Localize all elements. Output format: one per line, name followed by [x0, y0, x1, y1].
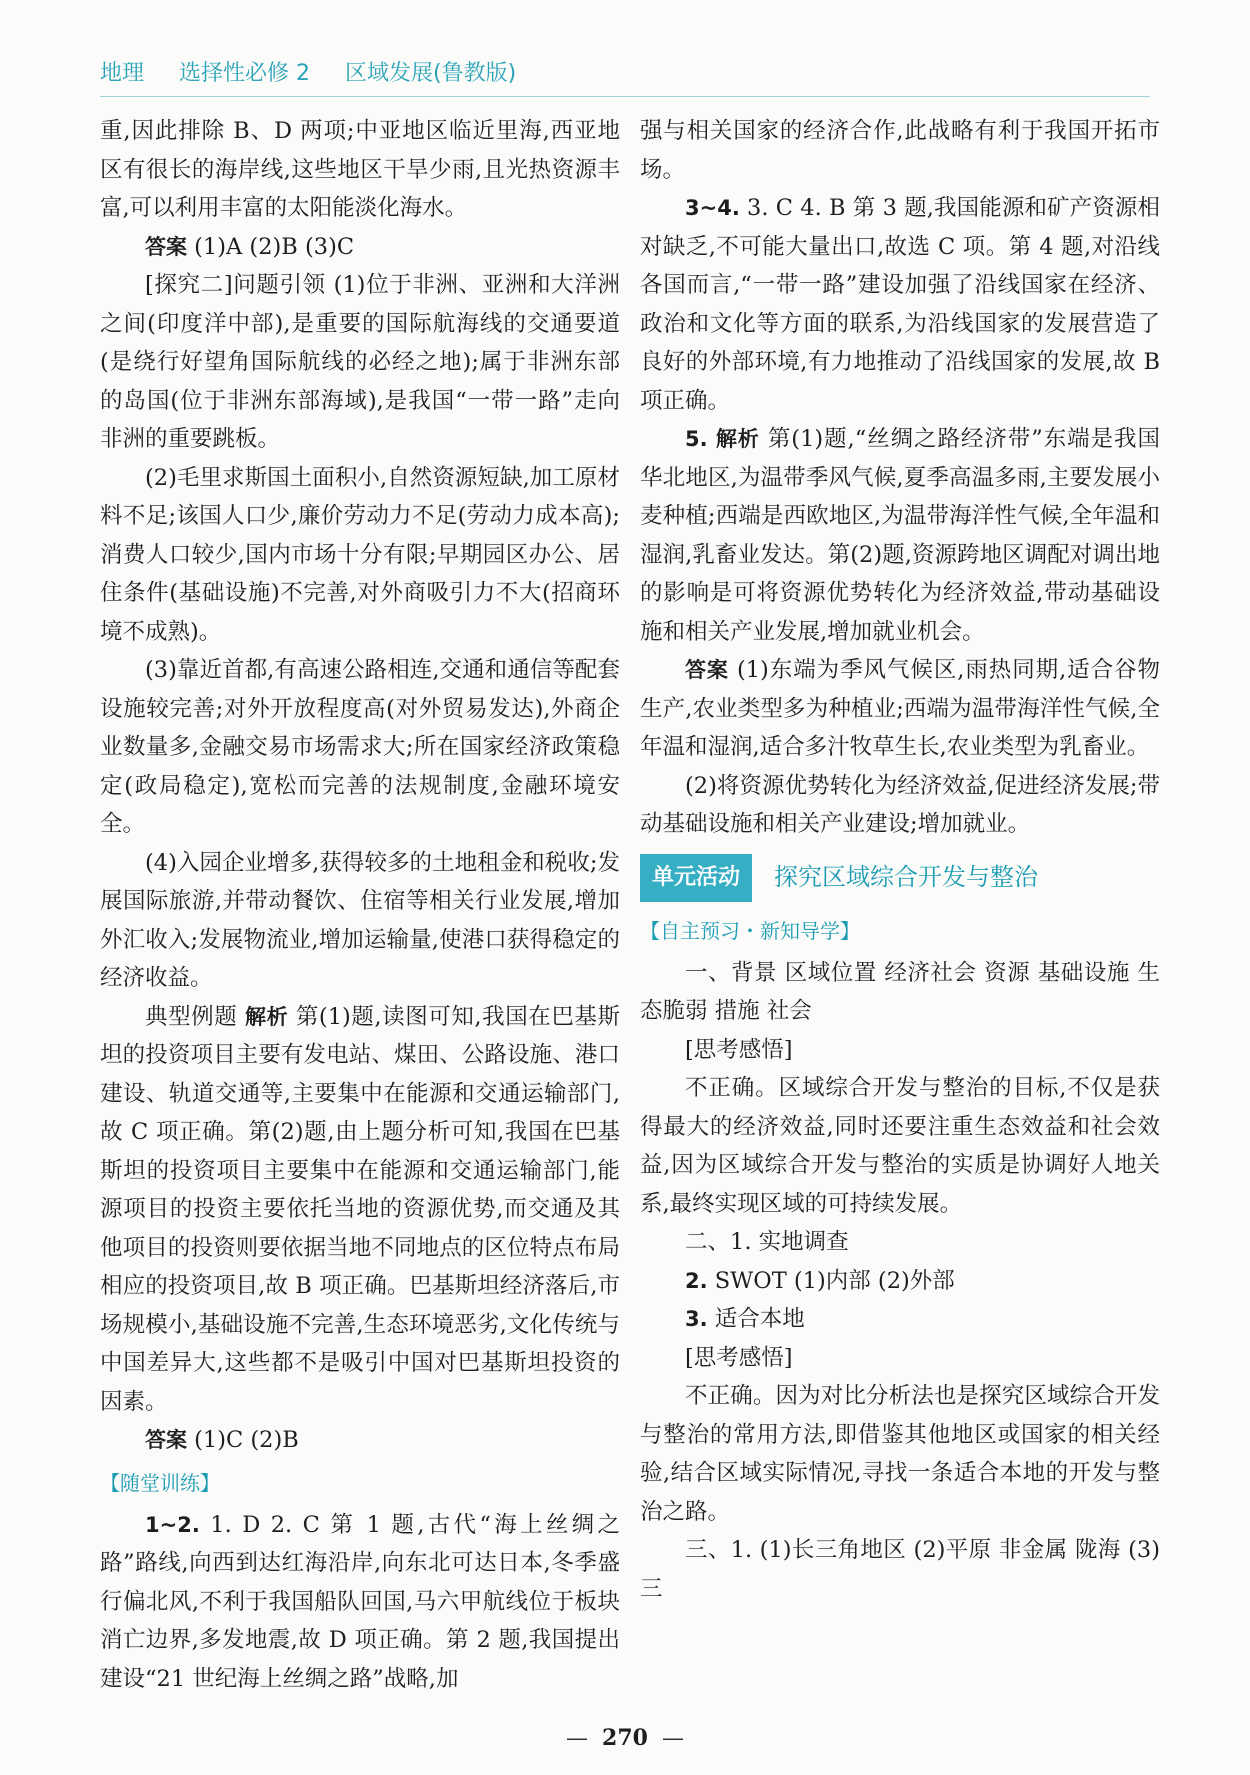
paragraph-text: [探究二]问题引领 (1)位于非洲、亚洲和大洋洲之间(印度洋中部),是重要的国际航海线的交通要道(是绕行好望角国际航线的必经之地);属于非洲东部的岛国(位于非洲东部海域),是我国“一带一路”走向非洲的重要跳板。: [100, 272, 620, 452]
paragraph-text: 典型例题: [145, 1003, 245, 1030]
paragraph-text: 一、背景 区域位置 经济社会 资源 基础设施 生态脆弱 措施 社会: [640, 959, 1160, 1024]
unit-activity-banner: [640, 850, 1160, 906]
paragraph-text: SWOT (1)内部 (2)外部: [707, 1267, 955, 1294]
paragraph: [640, 767, 1160, 844]
paragraph: [100, 112, 620, 228]
paragraph: [640, 189, 1160, 420]
paragraph-text: (1)A (2)B (3)C: [187, 233, 355, 260]
paragraph-text: (1)C (2)B: [187, 1427, 299, 1453]
running-header: [100, 56, 1150, 96]
paragraph-text: (4)入园企业增多,获得较多的土地租金和税收;发展国际旅游,并带动餐饮、住宿等相关行业发展,增加外汇收入;发展物流业,增加运输量,使港口获得稳定的经济收益。: [100, 849, 620, 991]
section-tag: 【自主预习・新知导学】: [640, 918, 860, 943]
paragraph: [640, 651, 1160, 767]
paragraph-text: 适合本地: [707, 1306, 805, 1332]
bold-label: 解析: [245, 1004, 289, 1029]
header-subject: 地理: [100, 61, 145, 86]
paragraph: [100, 1421, 620, 1460]
banner-title: 探究区域综合开发与整治: [774, 863, 1039, 892]
paragraph-text: (2)将资源优势转化为经济效益,促进经济发展;带动基础设施和相关产业建设;增加就业。: [640, 772, 1160, 837]
page-number: 270: [602, 1725, 648, 1751]
paragraph-text: 强与相关国家的经济合作,此战略有利于我国开拓市场。: [640, 118, 1160, 183]
paragraph-text: 第(1)题,读图可知,我国在巴基斯坦的投资项目主要有发电站、煤田、公路设施、港口建设、轨道交通等,主要集中在能源和交通运输部门,故 C 项正确。第(2)题,由上题分析可知,我国在巴基斯坦的投资项目主要集中在能源和交通运输部门,能源项目的投资主要依托当地的资源优势,而交通及其他项目的投资则要依据当地不同地点的区位特点布局相应的投资项目,故 B 项正确。巴基斯坦经济落后,市场规模小,基础设施不完善,生态环境恶劣,文化传统与中国差异大,这些都不是吸引中国对巴基斯坦投资的因素。: [100, 1003, 620, 1415]
paragraph-text: (3)靠近首都,有高速公路相连,交通和通信等配套设施较完善;对外开放程度高(对外贸易发达),外商企业数量多,金融交易市场需求大;所在国家经济政策稳定(政局稳定),宽松而完善的法规制度,金融环境安全。: [100, 657, 620, 837]
paragraph: [640, 1339, 1160, 1378]
paragraph: [100, 651, 620, 844]
section-tag: 【随堂训练】: [100, 1470, 220, 1495]
paragraph-text: [思考感悟]: [685, 1036, 793, 1063]
paragraph: [100, 844, 620, 998]
paragraph-text: 3. C 4. B 第 3 题,我国能源和矿产资源相对缺乏,不可能大量出口,故选 C 项。第 4 题,对沿线各国而言,“一带一路”建设加强了沿线国家在经济、政治和文化等方面的联系,为沿线国家的发展营造了良好的外部环境,有力地推动了沿线国家的发展,故 B 项正确。: [640, 195, 1160, 414]
bold-label: 答案: [145, 1428, 187, 1452]
paragraph-text: (2)毛里求斯国土面积小,自然资源短缺,加工原材料不足;该国人口少,廉价劳动力不足(劳动力成本高);消费人口较少,国内市场十分有限;早期园区办公、居住条件(基础设施)不完善,对外商吸引力不大(招商环境不成熟)。: [100, 464, 620, 645]
paragraph: [640, 112, 1160, 189]
paragraph: [100, 228, 620, 267]
paragraph: [640, 420, 1160, 651]
paragraph-text: [思考感悟]: [685, 1344, 793, 1371]
paragraph: [640, 954, 1160, 1031]
page-footer: — 270 —: [566, 1725, 684, 1751]
bold-label: 5. 解析: [685, 427, 760, 451]
paragraph-text: 重,因此排除 B、D 两项;中亚地区临近里海,西亚地区有很长的海岸线,这些地区干旱少雨,且光热资源丰富,可以利用丰富的太阳能淡化海水。: [100, 118, 620, 221]
bold-label: 答案: [685, 658, 729, 682]
left-column: [100, 112, 620, 1698]
paragraph-text: 不正确。区域综合开发与整治的目标,不仅是获得最大的经济效益,同时还要注重生态效益和社会效益,因为区域综合开发与整治的实质是协调好人地关系,最终实现区域的可持续发展。: [640, 1075, 1160, 1217]
paragraph: [640, 1300, 1160, 1339]
header-book: 区域发展(鲁教版): [345, 61, 517, 86]
paragraph: [640, 1031, 1160, 1070]
paragraph: [100, 266, 620, 459]
bold-label: 1~2.: [145, 1512, 200, 1537]
paragraph: [640, 1223, 1160, 1262]
paragraph-text: 二、1. 实地调查: [685, 1229, 849, 1255]
paragraph: [640, 1262, 1160, 1301]
bold-label: 答案: [145, 234, 187, 259]
header-rule: [100, 96, 1150, 97]
right-column: [640, 112, 1160, 1608]
paragraph-text: 第(1)题,“丝绸之路经济带”东端是我国华北地区,为温带季风气候,夏季高温多雨,主要发展小麦种植;西端是西欧地区,为温带海洋性气候,全年温和湿润,乳畜业发达。第(2)题,资源跨地区调配对调出地的影响是可将资源优势转化为经济效益,带动基础设施和相关产业发展,增加就业机会。: [640, 426, 1161, 645]
paragraph-text: 不正确。因为对比分析法也是探究区域综合开发与整治的常用方法,即借鉴其他地区或国家的相关经验,结合区域实际情况,寻找一条适合本地的开发与整治之路。: [640, 1383, 1160, 1525]
banner-label: 单元活动: [640, 854, 752, 902]
paragraph: [100, 459, 620, 652]
paragraph-text: 三、1. (1)长三角地区 (2)平原 非金属 陇海 (3)三: [640, 1537, 1160, 1602]
bold-label: 2.: [685, 1268, 708, 1293]
paragraph: [640, 1069, 1160, 1223]
paragraph: [100, 1506, 620, 1699]
paragraph-text: 1. D 2. C 第 1 题,古代“海上丝绸之路”路线,向西到达红海沿岸,向东北可达日本,冬季盛行偏北风,不利于我国船队回国,马六甲航线位于板块消亡边界,多发地震,故 D 项正确。第 2 题,我国提出建设“21 世纪海上丝绸之路”战略,加: [100, 1511, 620, 1692]
paragraph: [640, 1531, 1160, 1608]
paragraph-text: (1)东端为季风气候区,雨热同期,适合谷物生产,农业类型多为种植业;西端为温带海洋性气候,全年温和湿润,适合多汁牧草生长,农业类型为乳畜业。: [640, 657, 1160, 760]
bold-label: 3~4.: [685, 196, 740, 220]
paragraph: [640, 1377, 1160, 1531]
header-course: 选择性必修 2: [179, 61, 311, 86]
bold-label: 3.: [685, 1307, 708, 1331]
paragraph: [100, 998, 620, 1422]
